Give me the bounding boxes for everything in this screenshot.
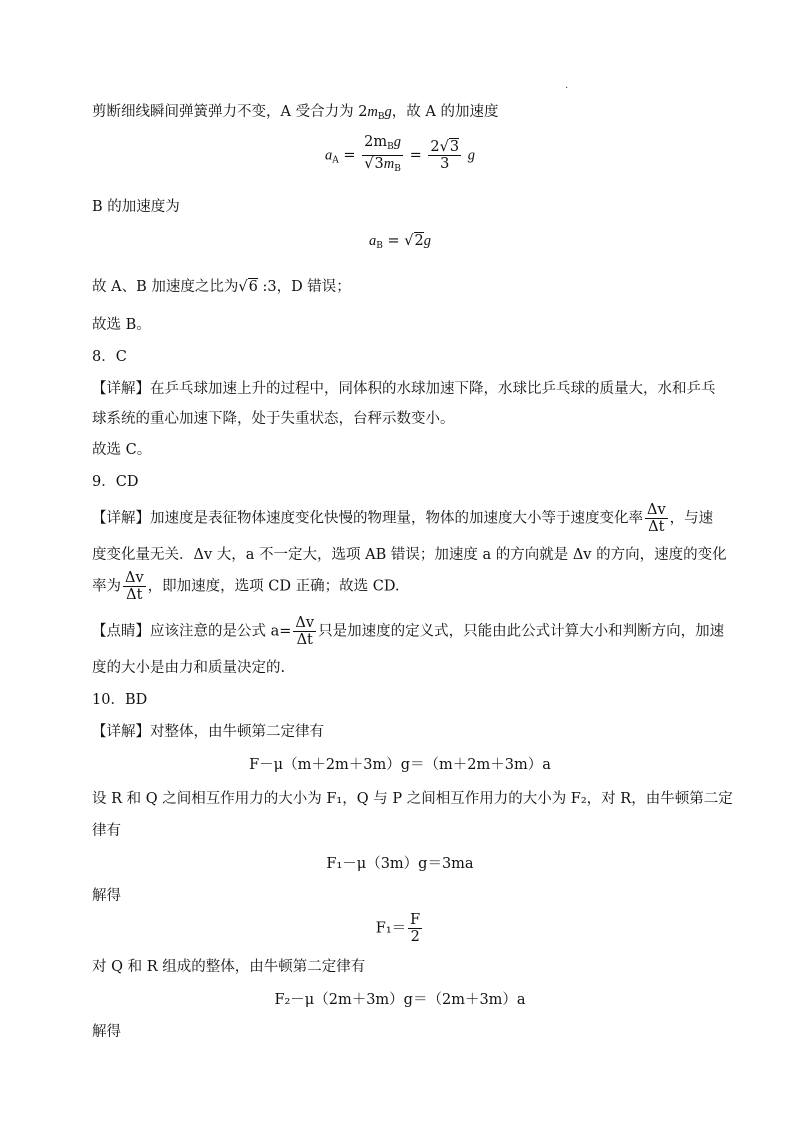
equation-10-2: F₁－μ（3m）g＝3ma [326,856,474,872]
question-10-detail-line2: 设 R 和 Q 之间相互作用力的大小为 F₁，Q 与 P 之间相互作用力的大小为 F₂，对 R，由牛顿第二定 [92,791,733,807]
question-8-detail-line2: 球系统的重心加速下降，处于失重状态，台秤示数变小。 [92,411,455,427]
question-10-number: 10．BD [92,692,148,708]
paragraph-spring-force: 剪断细线瞬间弹簧弹力不变，A 受合力为 $2m_Bg$，故 A 的加速度 [92,104,499,122]
question-10-solve2: 解得 [92,1024,121,1040]
answer-7: 故选 B。 [92,317,151,333]
question-9-point-line1: 【点睛】应该注意的是公式 a= $\frac{\Delta v}{\Delta t}$ 只是加速度的定义式，只能由此公式计算大小和判断方向，加速 [92,615,725,648]
question-10-detail-line4: 对 Q 和 R 组成的整体，由牛顿第二定律有 [92,959,366,975]
fraction-dv-dt-3: $\frac{\Delta v}{\Delta t}$ [295,615,315,648]
header-mark: . [565,80,569,91]
question-8-answer: 故选 C。 [92,442,152,458]
question-8-number: 8．C [92,349,127,365]
fraction-f-2: $\frac{F}{2}$ [410,912,421,945]
fraction-dv-dt-2: $\frac{\Delta v}{\Delta t}$ [125,570,144,603]
paragraph-ratio: 故 A、B 加速度之比为√6 :3，D 错误； [92,279,351,295]
paragraph-b-acceleration: B 的加速度为 [92,199,180,215]
question-10-detail-line3: 律有 [92,823,121,839]
question-9-detail-line1: 【详解】加速度是表征物体速度变化快慢的物理量，物体的加速度大小等于速度变化率 $\frac{\Delta v}{\Delta t}$ ，与速 [92,502,714,535]
equation-10-4: F₂－μ（2m＋3m）g＝（2m＋3m）a [274,992,526,1008]
equation-aB: $a_B = √2g$ [369,233,431,251]
question-8-detail-line1: 【详解】在乒乓球加速上升的过程中，同体积的水球加速下降，水球比乒乓球的质量大，水和乒乓 [92,381,716,397]
fraction-dv-dt: $\frac{\Delta v}{\Delta t}$ [647,502,666,535]
fraction-aA-1: $\frac{2m_Bg}{√3m_B}$ [364,134,402,174]
question-9-point-line2: 度的大小是由力和质量决定的. [92,660,286,676]
equation-10-1: F－μ（m＋2m＋3m）g＝（m＋2m＋3m）a [249,757,551,773]
question-9-number: 9．CD [92,474,139,490]
question-9-detail-line2: 度变化量无关．Δv 大，a 不一定大，选项 AB 错误；加速度 a 的方向就是 Δv 的方向，速度的变化 [92,547,727,563]
question-10-solve1: 解得 [92,888,121,904]
equation-10-3: F₁＝ $\frac{F}{2}$ [375,912,421,945]
fraction-aA-2: $\frac{2√3}{3}$ [430,139,460,172]
question-9-detail-line3: 率为 $\frac{\Delta v}{\Delta t}$ ，即加速度，选项 CD 正确；故选 CD. [92,570,400,603]
question-10-detail-line1: 【详解】对整体，由牛顿第二定律有 [92,724,324,740]
equation-aA: $a_A$ = $\frac{2m_Bg}{√3m_B}$ = $\frac{2√3}{3}$ g [0,134,800,177]
